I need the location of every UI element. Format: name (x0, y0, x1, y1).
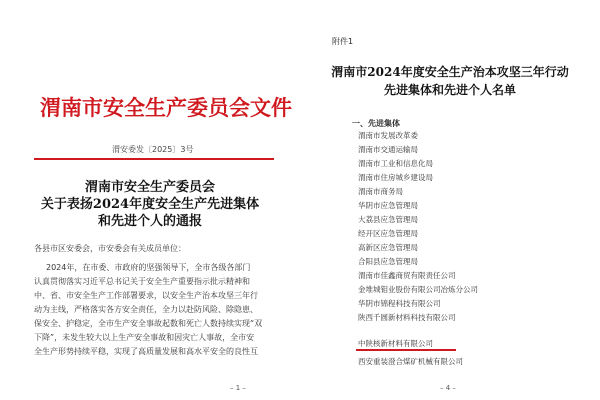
list-item: 渭南市交通运输局 (358, 145, 418, 154)
body-line: 全生产形势持续平稳，实现了高质量发展和高水平安全的良性互 (34, 347, 258, 356)
header-divider (34, 158, 274, 160)
list-item-highlighted: 中陕核新材料有限公司 (358, 339, 433, 348)
list-item: 高新区应急管理局 (358, 243, 418, 252)
body-line: 下降”，未发生较大以上生产安全事故和因灾亡人事故，全市安 (34, 333, 255, 342)
list-item: 渭南市商务局 (358, 187, 403, 196)
page-number: – 1 – (230, 384, 246, 392)
body-line: 2024年，在市委、市政府的坚强领导下，全市各级各部门 (46, 263, 251, 272)
page-number: – 4 – (440, 384, 456, 392)
body-line: 认真贯彻落实习近平总书记关于安全生产重要指示批示精神和 (34, 277, 250, 286)
list-item: 渭南市发展改革委 (358, 131, 418, 140)
body-line: 动为主线，严格落实各方安全责任，全力以赴防风险、除隐患、 (34, 305, 258, 314)
document-page-4 (300, 0, 600, 400)
list-title-line-1: 渭南市2024年度安全生产治本攻坚三年行动 (331, 65, 569, 79)
list-item: 金堆城钼业股份有限公司冶炼分公司 (358, 285, 478, 294)
notice-title-line-2: 关于表扬2024年度安全生产先进集体 (40, 197, 260, 212)
body-line: 中、省、市安全生产工作部署要求，以安全生产治本攻坚三年行 (34, 291, 258, 300)
highlight-underline (356, 349, 456, 351)
list-item: 西安重装澄合煤矿机械有限公司 (358, 357, 463, 366)
salutation: 各县市区安委会，市安委会有关成员单位： (34, 244, 186, 253)
body-line: 保安全、护稳定，全市生产安全事故起数和死亡人数持续实现“双 (34, 319, 263, 328)
list-item: 大荔县应急管理局 (358, 215, 418, 224)
list-item: 渭南市佳鑫商贸有限责任公司 (358, 271, 456, 280)
list-item: 渭南市工业和信息化局 (358, 159, 433, 168)
notice-title-line-1: 渭南市安全生产委员会 (84, 180, 215, 195)
document-header: 渭南市安全生产委员会文件 (40, 95, 292, 120)
list-item: 经开区应急管理局 (358, 229, 418, 238)
section-heading: 一、先进集体 (352, 119, 400, 128)
list-title-line-2: 先进集体和先进个人名单 (383, 83, 516, 97)
notice-title-line-3: 和先进个人的通报 (97, 214, 202, 229)
document-number: 渭安委发〔2025〕3号 (112, 145, 194, 154)
list-item: 陕西千圆新材料科技有限公司 (358, 313, 456, 322)
list-item: 合阳县应急管理局 (358, 257, 418, 266)
list-item: 渭南市住房城乡建设局 (358, 173, 433, 182)
attachment-label: 附件1 (332, 37, 354, 46)
list-item: 华阴市应急管理局 (358, 201, 418, 210)
list-item: 华阴市锦程科技有限公司 (358, 299, 441, 308)
